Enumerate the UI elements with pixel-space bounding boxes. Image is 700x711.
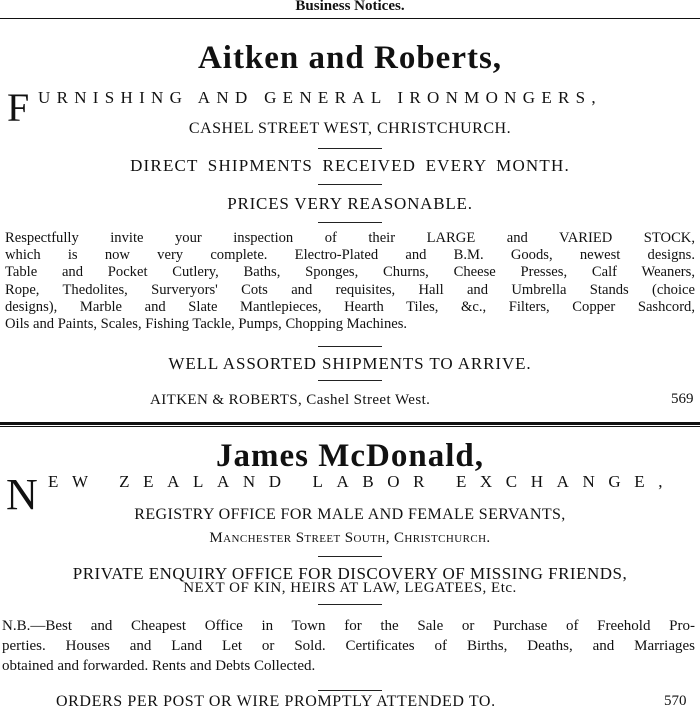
divider-rule bbox=[318, 148, 382, 149]
registry-line: REGISTRY OFFICE FOR MALE AND FEMALE SERVANTS, bbox=[134, 506, 566, 523]
divider-rule bbox=[318, 604, 382, 605]
advertiser-name: Aitken and Roberts, bbox=[197, 40, 503, 76]
divider-rule bbox=[318, 380, 382, 381]
advertiser-name: James McDonald, bbox=[216, 438, 484, 474]
body-line: obtained and forwarded. Rents and Debts Collected. bbox=[2, 658, 316, 674]
post-line: ORDERS PER POST OR WIRE PROMPTLY ATTENDED TO. bbox=[56, 693, 496, 710]
notice-divider bbox=[0, 422, 700, 425]
enquiry-line: PRIVATE ENQUIRY OFFICE FOR DISCOVERY OF MISSING FRIENDS, bbox=[72, 564, 628, 583]
notice-body bbox=[2, 616, 695, 676]
notice-body bbox=[5, 230, 695, 333]
body-line: N.B.—Best and Cheapest Office in Town for the Sale or Purchase of Freehold Pro- bbox=[2, 618, 695, 634]
trade-description: URNISHING AND GENERAL IRONMONGERS, bbox=[38, 88, 602, 107]
body-line: Respectfully invite your inspection of their LARGE and VARIED STOCK, bbox=[5, 230, 695, 246]
shipments-line: DIRECT SHIPMENTS RECEIVED EVERY MONTH. bbox=[130, 156, 570, 175]
body-line: designs), Marble and Slate Mantlepieces, Hearth Tiles, &c., Filters, Copper Sashcord, bbox=[5, 298, 695, 315]
body-line: perties. Houses and Land Let or Sold. Certificates of Births, Deaths, and Marriages bbox=[2, 638, 695, 654]
address: Manchester Street South, Christchurch. bbox=[209, 530, 491, 546]
signature: AITKEN & ROBERTS, Cashel Street West. bbox=[150, 392, 431, 408]
arrive-line: WELL ASSORTED SHIPMENTS TO ARRIVE. bbox=[168, 354, 532, 373]
notice-number: 569 bbox=[671, 391, 694, 407]
prices-line: PRICES VERY REASONABLE. bbox=[227, 194, 473, 213]
divider-rule bbox=[318, 556, 382, 557]
body-line: Table and Pocket Cutlery, Baths, Sponges, Churns, Cheese Presses, Calf Weaners, bbox=[5, 264, 695, 281]
body-line: Oils and Paints, Scales, Fishing Tackle, Pumps, Chopping Machines. bbox=[5, 316, 408, 333]
drop-cap: F bbox=[7, 85, 30, 130]
notice-divider bbox=[0, 426, 700, 427]
body-line: Rope, Thedolites, Surveryors' Cots and requisites, Hall and Umbrella Stands (choice bbox=[5, 281, 695, 298]
divider-rule bbox=[318, 222, 382, 223]
divider-rule bbox=[318, 690, 382, 691]
divider-rule bbox=[318, 346, 382, 347]
body-line: which is now very complete. Electro-Plated and B.M. Goods, newest designs. bbox=[5, 247, 695, 264]
header-rule bbox=[0, 18, 700, 19]
enquiry-line: NEXT OF KIN, HEIRS AT LAW, LEGATEES, Etc. bbox=[183, 580, 517, 596]
divider-rule bbox=[318, 184, 382, 185]
section-header: Business Notices. bbox=[295, 0, 405, 14]
address: CASHEL STREET WEST, CHRISTCHURCH. bbox=[188, 120, 512, 137]
trade-description: EW ZEALAND LABOR EXCHANGE, bbox=[48, 472, 677, 491]
notice-number: 570 bbox=[664, 693, 687, 709]
drop-cap: N bbox=[6, 470, 38, 519]
